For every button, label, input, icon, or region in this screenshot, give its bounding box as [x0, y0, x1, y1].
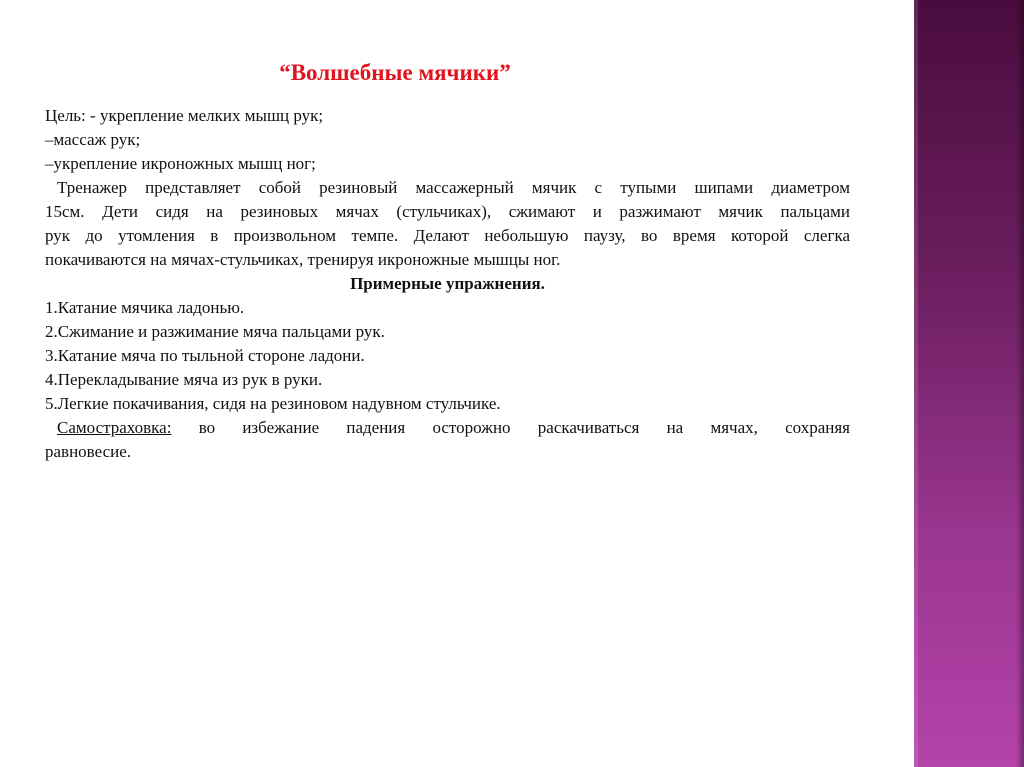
description-line: Тренажер представляет собой резиновый массажерный мячик с тупыми шипами диаметром: [57, 178, 850, 197]
safety-line: [45, 416, 850, 440]
exercise-item: 2.Сжимание и разжимание мяча пальцами рук.: [45, 322, 385, 341]
exercise-item: 5.Легкие покачивания, сидя на резиновом надувном стульчике.: [45, 394, 501, 413]
description-line: рук до утомления в произвольном темпе. Делают небольшую паузу, во время которой слегка: [45, 226, 850, 245]
exercise-item: 4.Перекладывание мяча из рук в руки.: [45, 370, 323, 389]
description-line: покачиваются на мячах-стульчиках, тренируя икроножные мышцы ног.: [45, 250, 561, 269]
safety-text: во избежание падения осторожно раскачиваться на мячах, сохраняя: [198, 418, 851, 437]
safety-line-end: равновесие.: [45, 442, 132, 461]
goal-line: –массаж рук;: [45, 130, 141, 149]
exercise-item: 3.Катание мяча по тыльной стороне ладони.: [45, 346, 365, 365]
exercise-item: 1.Катание мячика ладонью.: [45, 298, 245, 317]
exercises-heading: Примерные упражнения.: [350, 274, 545, 293]
decorative-side-panel: [914, 0, 1024, 767]
panel-edge: [914, 0, 918, 767]
goal-line: –укрепление икроножных мышц ног;: [45, 154, 316, 173]
panel-shadow: [1016, 0, 1024, 767]
slide-title: “Волшебные мячики”: [279, 60, 511, 85]
description-line: 15см. Дети сидя на резиновых мячах (стульчиках), сжимают и разжимают мячик пальцами: [45, 202, 850, 221]
slide-body: [45, 104, 850, 464]
goal-line: Цель: - укрепление мелких мышц рук;: [45, 106, 324, 125]
safety-label: Самостраховка:: [57, 418, 172, 437]
